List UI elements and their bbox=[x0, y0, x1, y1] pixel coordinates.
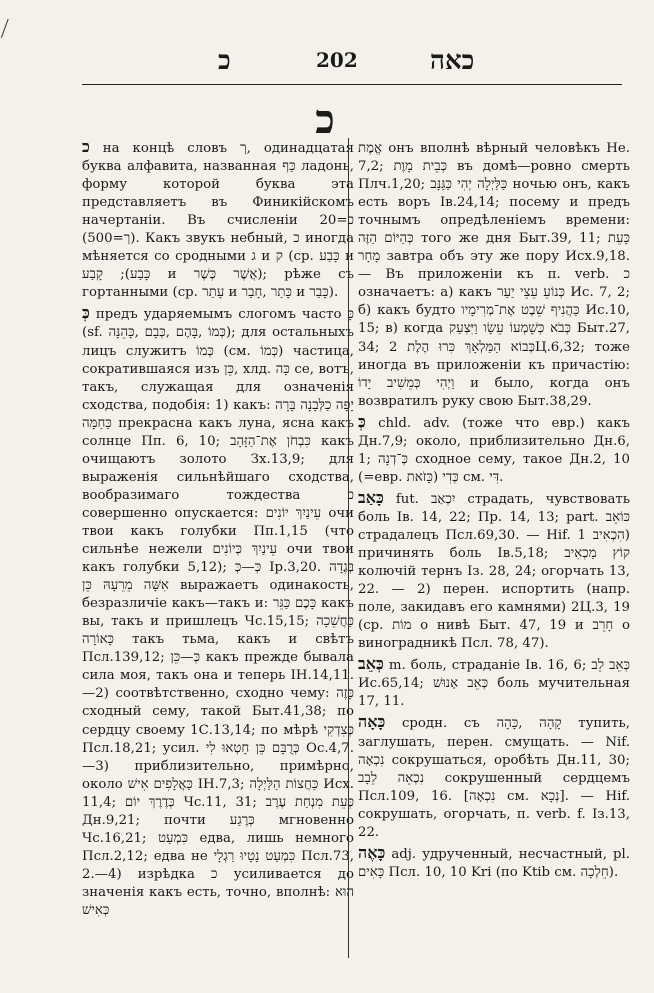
header-left-letter: כ bbox=[218, 46, 231, 76]
entry-text: chld. adv. (тоже что евр.) какъ Дн.7,9; около, приблизительно Дн.6, 1; כְּ־דְנָה сходное сему, такое Дн.2, 10 (=евр. כָּזֹאת) כְּדִי см. דִּי. bbox=[358, 415, 630, 485]
entry-text: сродн. съ קָהָה ,כָּהָה тупить, заглушать, перен. смущать. — Nif. נִכְאָה сокрушаться, оробѣть Дн.11, 30; נִכְאֵה לֵבָב сокрушенный сердцемъ Псл.109, 16. [נִכְאָה см. נְכָא]. — Hif. сокрушать, огорчать, п. verb. f. Із.13, 22. bbox=[358, 716, 630, 840]
dictionary-entry bbox=[358, 844, 630, 882]
entry-text: fut. יִכְאַב страдать, чувствовать боль Ів. 14, 22; Пр. 14, 13; part. כּוֹאֵב страдалецъ Псл.69,30. — Hif. הִכְאִיב 1) причинять боль Ів.5,18; קוֹץ מַכְאִיב колючій тернъ Із. 28, 24; огорчать 13, 22. — 2) перен. испортить (напр. поле, закидавъ его камнями) 2Ц.3, 19 (ср. מוֹת о нивѣ Быт. 47, 19 и חָרֵב о виноградникѣ Псл. 78, 47). bbox=[358, 491, 630, 652]
entry-text: на концѣ словъ ך, одинадцатая буква алфавита, названная כַּף ладонь, форму которой буква эта представляетъ въ Финикійскомъ начертаніи. Въ счисленіи כ=20 (ך=500). Какъ звукъ небный, כ иногда мѣняется со сродными ג и ק (ср. כָּבַע и קָבַע ;(כָּבַע и אֲשֶׁר כְּשֶׁר); рѣже съ гортанными (ср. עָתַר и כָּתַר ,חָבַר и כָּבַר). bbox=[82, 141, 354, 301]
page-number: 202 bbox=[316, 48, 358, 72]
dictionary-entry bbox=[358, 138, 630, 411]
dictionary-entry bbox=[358, 413, 630, 487]
section-letter: כ bbox=[315, 96, 335, 143]
dictionary-entry bbox=[358, 713, 630, 841]
column-divider bbox=[348, 138, 349, 958]
entry-headword: כְּ bbox=[358, 411, 366, 431]
entry-headword: כְּאֵב bbox=[358, 654, 384, 674]
dictionary-entry bbox=[82, 304, 354, 920]
header-right-word: כאה bbox=[430, 46, 475, 76]
entry-headword: כָּאָה bbox=[358, 712, 386, 732]
entry-text: adj. удрученный, несчастный, pl. כָּאִים Псл. 10, 10 Kri (по Ktib см. חֵלְכָה). bbox=[358, 846, 630, 880]
left-column bbox=[82, 138, 354, 983]
entry-headword: כָּאַב bbox=[358, 487, 384, 507]
dictionary-entry bbox=[358, 655, 630, 711]
page-header bbox=[0, 40, 654, 80]
right-column bbox=[358, 138, 630, 918]
entry-text: אֱמֶת онъ вполнѣ вѣрный человѣкъ Не. 7,2; כְּבֵית מָוֶת въ домѣ—ровно смерть Плч.1,20; כַּלַּיְלָה יְהִי כַּגַּנָּב ночью онъ, какъ есть воръ Ів.24,14; посему и предъ точнымъ опредѣленіемъ времени: כְּהַיּוֹם הַזֶּה того же дня Быт.39, 11; כָּעֵת מָחָר завтра объ эту же пору Исх.9,18. — Въ приложеніи къ п. verb. כ означаетъ: а) какъ כְּנוֹעֵ עֵצֵי יַעַר Ис. 7, 2; б) какъ будто כַּהֲנִיף שֵׁבֶט אֶת־מְרִימָיו Ис.10, 15; в) когда כְּבֹא כְּשָׁמְעוֹ עֵשָׂו וַיִּצְעַק Быт.27, 34; כְּבוֹא הַמַּלְאָךְ כִּרוּ הֶלֶת 2Ц.6,32; тоже иногда въ приложеніи къ причастію: וַיְהִי כְּמֵשִׁיב יָדוֹ и было, когда онъ возвратилъ руку свою Быт.38,29. bbox=[358, 141, 630, 409]
margin-mark bbox=[1, 19, 18, 42]
entry-headword: כָּאֶה bbox=[358, 842, 386, 862]
entry-headword: כ bbox=[82, 138, 90, 156]
entry-headword: כְּ bbox=[82, 303, 90, 323]
entry-text: m. боль, страданіе Ів. 16, 6; כְּאֵב לֵב Ис.65,14; כְּאֵב אָנוּשׁ боль мучительная 17, 11. bbox=[358, 658, 630, 710]
entry-text: предъ ударяемымъ слогомъ часто כָּ (sf. כְּמוֹ ,בָּהֶם ,כְּבָם ,כָּהֵנָּה); для остальныхъ лицъ служитъ כְּמוֹ (см. כְּמוֹ) частица, сократившаяся изъ כֵּן, хлд. כָּה се, вотъ, такъ, служащая для означенія сходства, подобія: 1) какъ: יָפָה כַלְּבָנָה בָּרָה כַּחַמָּה прекрасна какъ луна, ясна какъ солнце Пп. 6, 10; כִּבְחֹן אֶת־הַזָּהָב какъ очищаютъ золото Зх.13,9; для выраженія сильнѣйшаго сходства, вообразимаго тождества כ совершенно опускается: עֵינַיִךְ יוֹנִים очи твои какъ голубки Пп.1,15 (что сильнѣе нежели עֵינַיִךְ כְּיוֹנִים очи твои какъ голубки 5,12); כְּ—כְּ Ір.3,20. בְּגֶדָה אִשָּׁה מֵרֵעָהּ כֵּן выражаетъ одинакость, безразличіе какъ—такъ и: כָּכֶם כַּגֵּר какъ вы, такъ и пришлецъ Чс.15,15; כַּחֲשֵׁכָה כָּאוֹרָה такъ тьма, какъ и свѣтъ Псл.139,12; כְּ—כֵּן какъ прежде бывала сила моя, такъ она и теперь ІН.14,11.—2) соотвѣтственно, сходно чему: כָּזֶה сходный сему, такой Быт.41,38; по сердцу своему 1С.13,14; по мѣрѣ כְּצִדְקִי Псл.18,21; усил. כְּרֻבָּם כֵּן חָטְאוּ לִי Ос.4,7.—3) приблизительно, примѣрно, около כַּאֲלָפִים אִישׁ ІН.7,3; כַּחֲצוֹת הַלַּיְלָה Исх. 11,4; כְּדֶרֶךְ יוֹם Чс.11, 31; כְּעֵת מִנְחַת עֶרֶב Дн.9,21; почти כְּרֶגַע мгновенно Чс.16,21; כִּמְעַט едва, лишь немного Псл.2,12; едва не כִּמְעַט נָטָיוּ רַגְלָי Псл.73, 2.—4) изрѣдка כ усиливается до значенія какъ есть, точно, вполнѣ: הוּא כְּאִישׁ bbox=[82, 307, 354, 918]
header-rule bbox=[82, 84, 622, 85]
dictionary-entry bbox=[82, 138, 354, 302]
dictionary-entry bbox=[358, 489, 630, 653]
